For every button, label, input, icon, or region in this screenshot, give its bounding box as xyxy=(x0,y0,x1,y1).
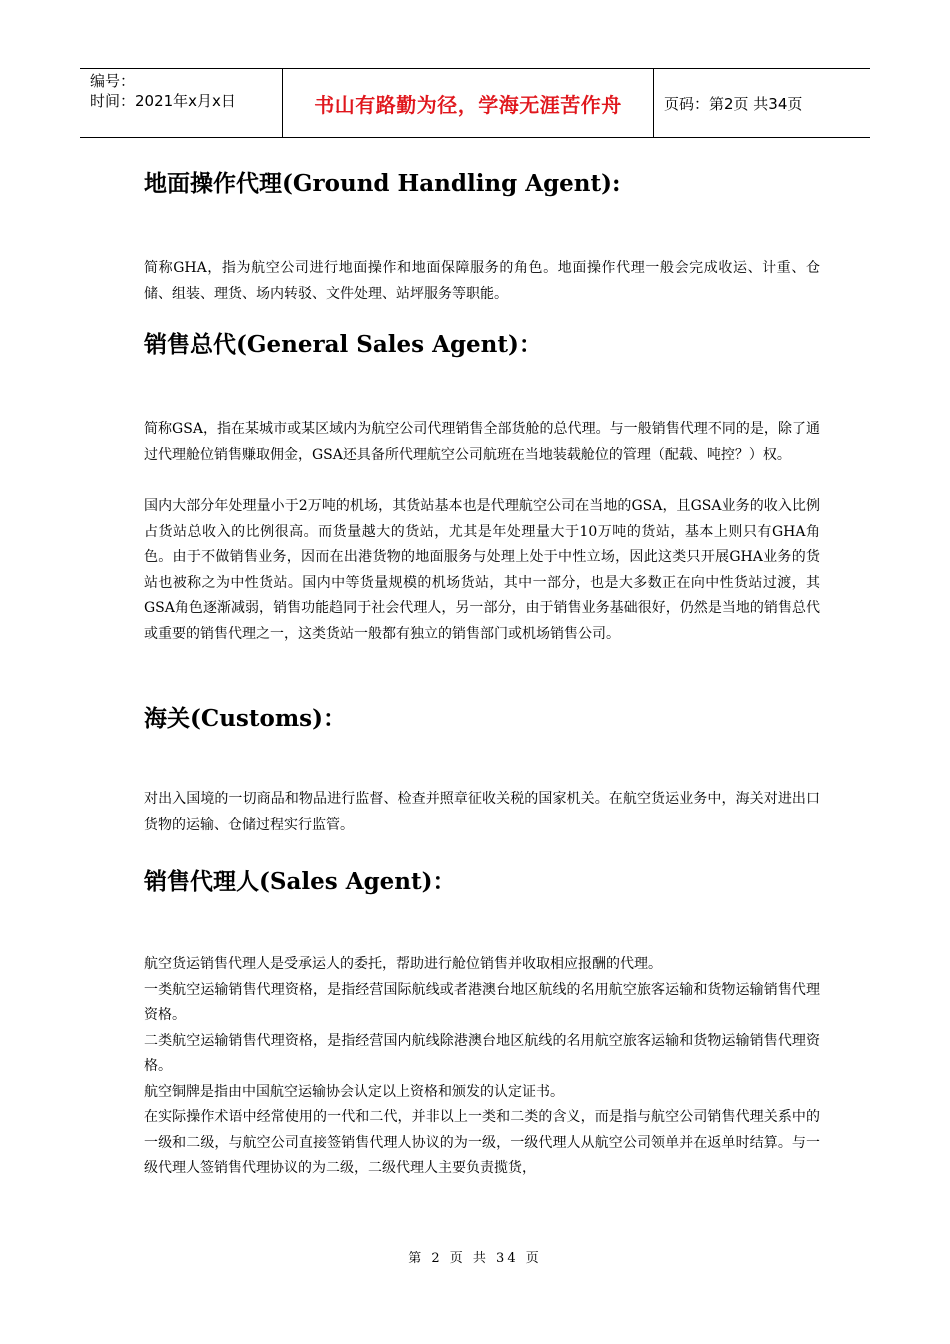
header-page-cell xyxy=(654,69,870,137)
section-paragraph: 在实际操作术语中经常使用的一代和二代，并非以上一类和二类的含义，而是指与航空公司销售代理关系中的一级和二级，与航空公司直接签销售代理人协议的为一级，一级代理人从航空公司领单并在返单时结算。与一级代理人签销售代理协议的为二级，二级代理人主要负责揽货， xyxy=(144,1109,820,1176)
section-paragraph: 对出入国境的一切商品和物品进行监督、检查并照章征收关税的国家机关。在航空货运业务中，海关对进出口货物的运输、仓储过程实行监管。 xyxy=(144,791,820,833)
header-info-cell xyxy=(80,69,282,137)
section-title-sales-agent: 销售代理人(Sales Agent)： xyxy=(144,868,456,895)
section-paragraph: 简称GSA，指在某城市或某区域内为航空公司代理销售全部货舱的总代理。与一般销售代理不同的是，除了通过代理舱位销售赚取佣金，GSA还具备所代理航空公司航班在当地装载舱位的管理（配载、吨控？）权。 xyxy=(144,421,820,463)
section-title-general-sales-agent: 销售总代(General Sales Agent)： xyxy=(144,331,542,358)
section-paragraph: 国内大部分年处理量小于2万吨的机场，其货站基本也是代理航空公司在当地的GSA，且GSA业务的收入比例占货站总收入的比例很高。而货量越大的货站，尤其是年处理量大于10万吨的货站，基本上则只有GHA角色。由于不做销售业务，因而在出港货物的地面服务与处理上处于中性立场，因此这类只开展GHA业务的货站也被称之为中性货站。国内中等货量规模的机场货站，其中一部分，也是大多数正在向中性货站过渡，其GSA角色逐渐减弱，销售功能趋同于社会代理人，另一部分，由于销售业务基础很好，仍然是当地的销售总代或重要的销售代理之一，这类货站一般都有独立的销售部门或机场销售公司。 xyxy=(144,498,820,642)
document-date-label: 时间：2021年x月x日 xyxy=(90,92,236,110)
section-paragraph: 航空铜牌是指由中国航空运输协会认定以上资格和颁发的认定证书。 xyxy=(144,1083,564,1100)
header-motto: 书山有路勤为径，学海无涯苦作舟 xyxy=(314,92,622,117)
section-paragraph: 航空货运销售代理人是受承运人的委托，帮助进行舱位销售并收取相应报酬的代理。 xyxy=(144,956,662,972)
document-number-label: 编号： xyxy=(90,72,136,90)
section-title-ground-handling: 地面操作代理(Ground Handling Agent): xyxy=(144,170,621,197)
page-header xyxy=(80,68,870,138)
document-body xyxy=(144,150,820,1182)
section-title-customs: 海关(Customs)： xyxy=(144,705,346,732)
header-page-number: 页码：第2页 共34页 xyxy=(664,94,803,113)
header-motto-cell xyxy=(282,69,654,137)
section-paragraph: 二类航空运输销售代理资格，是指经营国内航线除港澳台地区航线的名用航空旅客运输和货物运输销售代理资格。 xyxy=(144,1032,820,1074)
section-paragraph: 简称GHA，指为航空公司进行地面操作和地面保障服务的角色。地面操作代理一般会完成收运、计重、仓储、组装、理货、场内转驳、文件处理、站坪服务等职能。 xyxy=(144,260,820,302)
section-paragraph: 一类航空运输销售代理资格，是指经营国际航线或者港澳台地区航线的名用航空旅客运输和货物运输销售代理资格。 xyxy=(144,981,820,1023)
page-footer: 第 2 页 共 34 页 xyxy=(408,1251,542,1266)
